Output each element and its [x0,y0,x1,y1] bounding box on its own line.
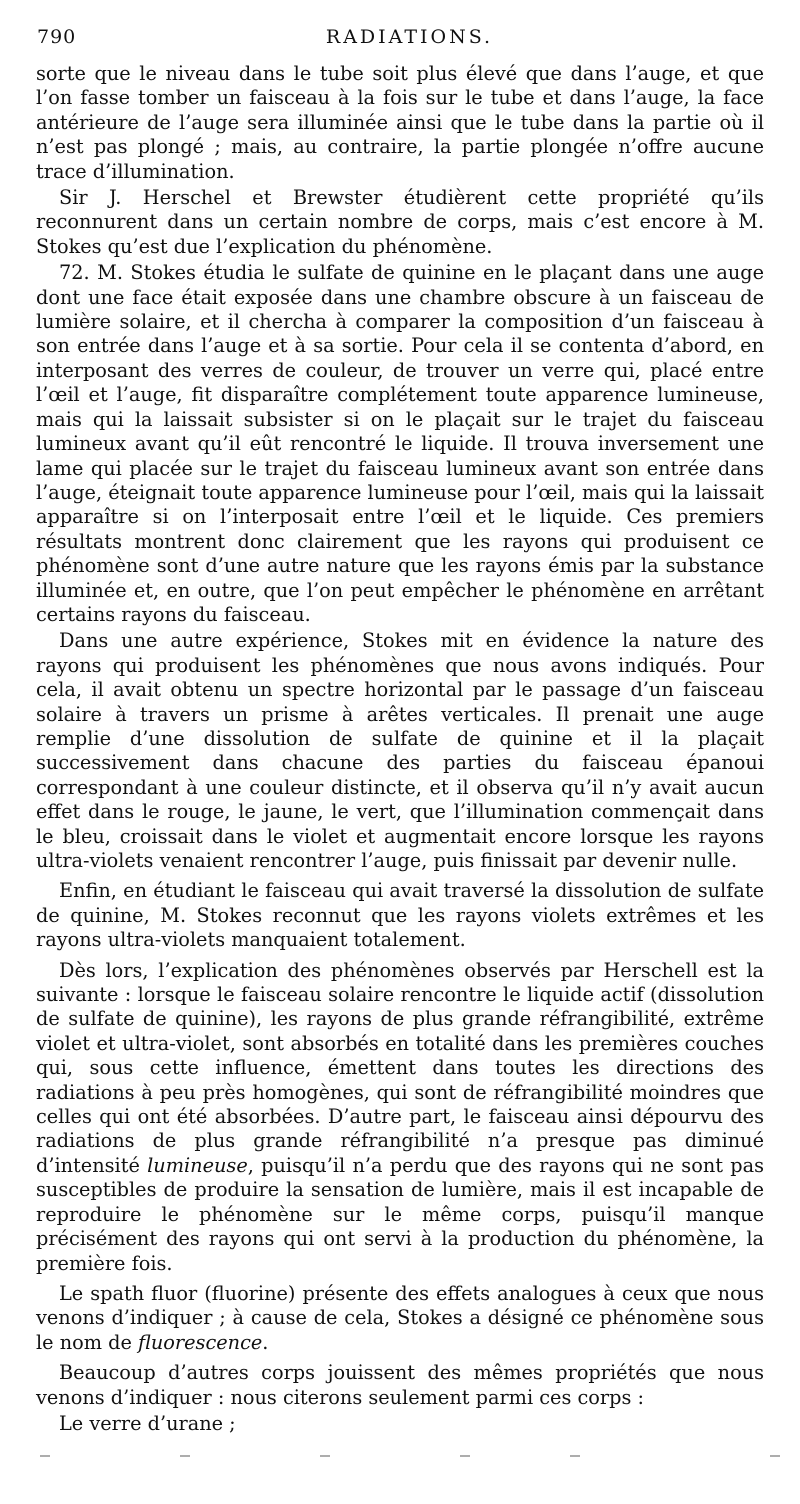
text-run: , puisqu’il n’a perdu que des rayons qui ne sont pas susceptibles de produire la sensation de lumière, mais il est incapable de reproduire le phénomène sur le même corps, puisqu’il manque précisément des rayons qui ont servi à la production du phénomène, la première fois. [36,1153,764,1275]
text-run: Dès lors, l’explication des phénomènes observés par Herschell est la suivante : lorsque le faisceau solaire rencontre le liquide actif (dissolution de sulfate de quinine), les rayons de plus grande réfrangibilité, extrême violet et ultra-violet, sont absorbés en totalité dans les premières couches qui, sous cette influence, émettent dans toutes les directions des radiations à peu près homogènes, qui sont de réfrangibilité moindres que celles qui ont été absorbées. D’autre part, le faisceau ainsi dépourvu des radiations de plus grande réfrangibilité n’a presque pas diminué d’intensité [36,958,764,1177]
paragraph: 72. M. Stokes étudia le sulfate de quinine en le plaçant dans une auge dont une face était exposée dans une chambre obscure à un faisceau de lumière solaire, et il chercha à comparer la composition d’un faisceau à son entrée dans l’auge et à sa sortie. Pour cela il se contenta d’abord, en interposant des verres de couleur, de trouver un verre qui, placé entre l’œil et l’auge, fit disparaître complétement toute apparence lumineuse, mais qui la laissait subsister si on le plaçait sur le trajet du faisceau lumineux avant qu’il eût rencontré le liquide. Il trouva inversement une lame qui placée sur le trajet du faisceau lumineux avant son entrée dans l’auge, éteignait toute apparence lumineuse pour l’œil, mais qui la laissait apparaître si on l’interposait entre l’œil et le liquide. Ces premiers résultats montrent donc clairement que les rayons qui produisent ce phénomène sont d’une autre nature que les rayons émis par la substance illuminée et, en outre, que l’on peut empêcher le phénomène en arrêtant certains rayons du faisceau. [36,261,764,626]
paragraph [36,959,764,1276]
body-text [36,62,764,1436]
page-number: 790 [37,26,77,48]
running-title: RADIATIONS. [325,26,494,48]
page-header [37,26,782,56]
emphasized-word: fluorescence [138,1330,263,1354]
paragraph: Dans une autre expérience, Stokes mit en évidence la nature des rayons qui produisent les phénomènes que nous avons indiqués. Pour cela, il avait obtenu un spectre horizontal par le passage d’un faisceau solaire à travers un prisme à arêtes verticales. Il prenait une auge remplie d’une dissolution de sulfate de quinine et il la plaçait successivement dans chacune des parties du faisceau épanoui correspondant à une couleur distincte, et il observa qu’il n’y avait aucun effet dans le rouge, le jaune, le vert, que l’illumination commençait dans le bleu, croissait dans le violet et augmentait encore lorsque les rayons ultra-violets venaient rencontrer l’auge, puis finissait par devenir nulle. [36,629,764,872]
scan-mark [180,1455,190,1457]
paragraph: Le verre d’urane ; [59,1411,236,1435]
paragraph [36,1282,764,1355]
paragraph: Beaucoup d’autres corps jouissent des mêmes propriétés que nous venons d’indiquer : nous citerons seulement parmi ces corps : [36,1361,764,1409]
emphasized-word: lumineuse [147,1153,248,1177]
paragraph: Enfin, en étudiant le faisceau qui avait traversé la dissolution de sulfate de quinine, M. Stokes reconnut que les rayons violets extrêmes et les rayons ultra-violets manquaient totalement. [36,879,764,952]
scan-mark [320,1455,330,1457]
scan-mark [770,1455,780,1457]
text-run: Le spath fluor (fluorine) présente des effets analogues à ceux que nous venons d’indiquer ; à cause de cela, Stokes a désigné ce phénomène sous le nom de [36,1281,764,1354]
scan-mark [570,1455,580,1457]
paragraph: Sir J. Herschel et Brewster étudièrent cette propriété qu’ils reconnurent dans un certain nombre de corps, mais c’est encore à M. Stokes qu’est due l’explication du phénomène. [36,186,764,258]
scan-mark [460,1455,470,1457]
text-run: . [262,1330,269,1354]
scan-mark [40,1455,50,1457]
paragraph: sorte que le niveau dans le tube soit plus élevé que dans l’auge, et que l’on fasse tomber un faisceau à la fois sur le tube et dans l’auge, la face antérieure de l’auge sera illuminée ainsi que le tube dans la partie où il n’est pas plongé ; mais, au contraire, la partie plongée n’offre aucune trace d’illumination. [36,62,764,183]
scan-artifacts [30,1455,790,1469]
